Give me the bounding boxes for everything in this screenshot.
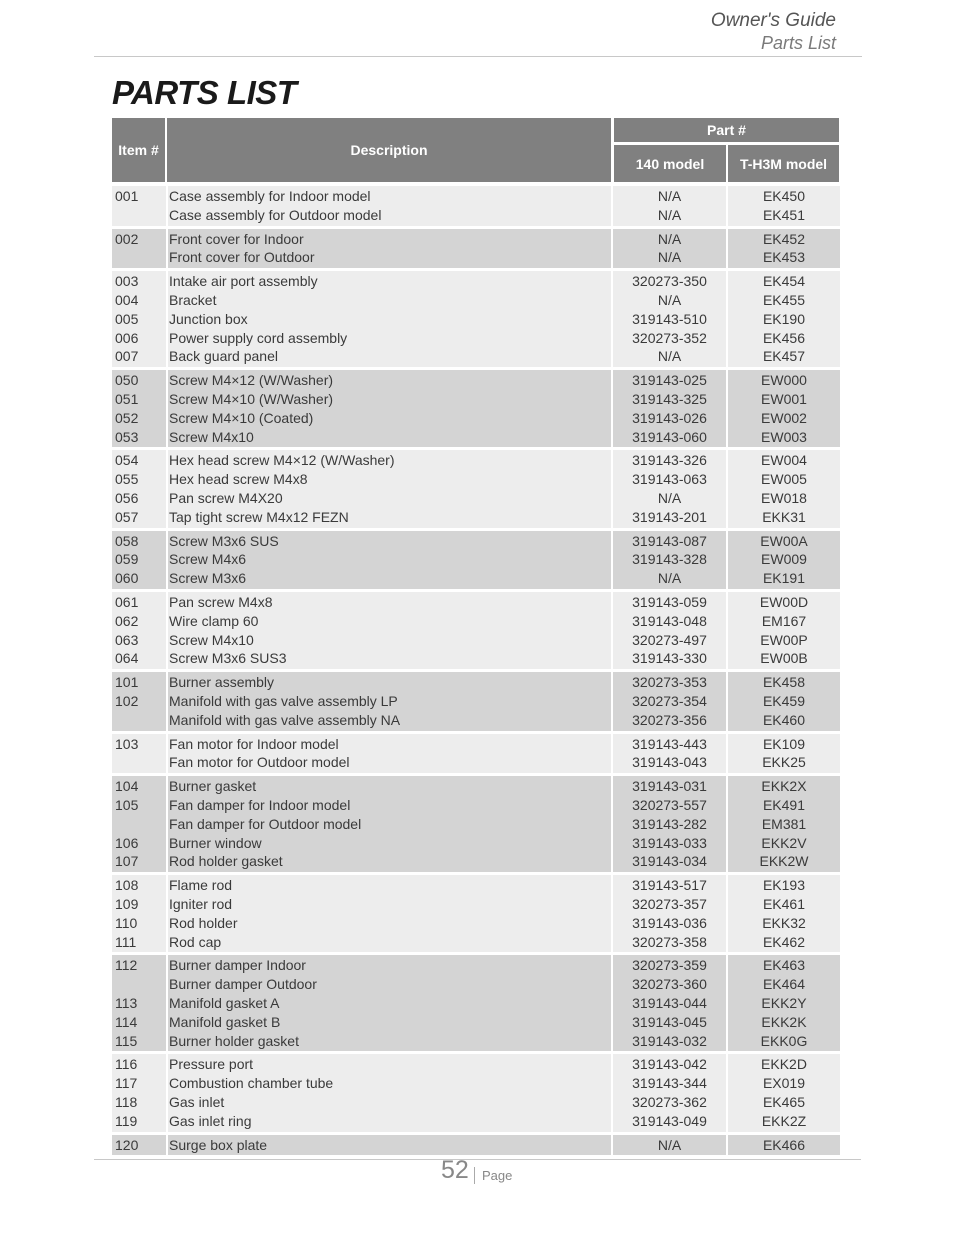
item-number-cell: 005 xyxy=(115,310,139,327)
model-140-part-cell: 319143-326 xyxy=(632,452,707,469)
page-label: Page xyxy=(482,1168,513,1183)
item-number-cell: 114 xyxy=(115,1013,138,1030)
model-th3m-part-cell: EKK32 xyxy=(762,914,806,931)
model-th3m-part-cell: EW00D xyxy=(759,594,809,610)
table-row xyxy=(112,956,840,975)
row-group xyxy=(112,271,840,367)
page-number: 52 xyxy=(441,1156,469,1184)
model-th3m-part-cell: EK458 xyxy=(762,674,806,691)
model-140-part-cell: 319143-325 xyxy=(632,390,707,407)
model-th3m-part-cell: EK463 xyxy=(762,957,806,974)
model-th3m-part-cell: EW002 xyxy=(761,409,807,426)
model-140-part-cell: 319143-048 xyxy=(632,612,707,629)
description-cell: Manifold gasket B xyxy=(169,1013,281,1030)
description-cell: Back guard panel xyxy=(169,348,278,365)
table-row xyxy=(112,470,840,489)
description-cell: Gas inlet xyxy=(169,1093,225,1110)
table-row xyxy=(112,895,840,914)
row-group xyxy=(112,1054,840,1131)
model-th3m-part-cell: EW00A xyxy=(760,532,808,549)
item-number-cell: 102 xyxy=(115,692,139,709)
row-group xyxy=(112,450,840,527)
description-cell: Power supply cord assembly xyxy=(169,329,348,346)
model-th3m-part-cell: EK451 xyxy=(762,206,806,223)
description-cell: Fan damper for Indoor model xyxy=(169,796,351,813)
item-number-cell: 115 xyxy=(115,1032,138,1049)
item-number-cell: 053 xyxy=(115,428,139,445)
description-cell: Igniter rod xyxy=(169,895,233,912)
model-th3m-part-cell: EK457 xyxy=(762,348,806,365)
model-th3m-part-cell: EK454 xyxy=(762,273,806,290)
description-cell: Rod cap xyxy=(169,933,222,950)
model-th3m-part-cell: EW001 xyxy=(761,390,807,407)
model-140-part-cell: 319143-282 xyxy=(632,815,707,832)
model-th3m-part-cell: EX019 xyxy=(762,1075,806,1092)
model-140-part-cell: 319143-033 xyxy=(632,834,707,851)
model-th3m-part-cell: EW004 xyxy=(761,452,807,469)
description-cell: Screw M3x6 SUS3 xyxy=(169,650,287,667)
description-cell: Screw M4x10 xyxy=(169,631,254,648)
table-row xyxy=(112,933,840,952)
model-th3m-part-cell: EW009 xyxy=(761,551,807,568)
model-th3m-part-cell: EK193 xyxy=(762,877,806,894)
table-row xyxy=(112,834,840,853)
model-140-part-cell: 319143-201 xyxy=(632,508,707,525)
model-th3m-part-cell: EW018 xyxy=(761,489,807,506)
row-group xyxy=(112,186,840,226)
table-row xyxy=(112,230,840,249)
table-row xyxy=(112,291,840,310)
part-number-group-header: Part # xyxy=(614,118,839,142)
item-number-cell: 004 xyxy=(115,291,139,308)
model-th3m-part-cell: EKK0G xyxy=(760,1032,808,1049)
item-number-cell: 119 xyxy=(115,1112,138,1129)
model-140-part-cell: 319143-087 xyxy=(632,532,707,549)
model-140-part-cell: 319143-049 xyxy=(632,1112,707,1129)
table-row xyxy=(112,593,840,612)
description-cell: Hex head screw M4x8 xyxy=(169,471,308,488)
description-cell: Junction box xyxy=(169,310,248,327)
table-row xyxy=(112,649,840,668)
row-group xyxy=(112,531,840,589)
model-th3m-part-cell: EK464 xyxy=(762,976,806,993)
model-140-part-cell: N/A xyxy=(657,230,682,247)
item-number-cell: 059 xyxy=(115,551,139,568)
running-header-title: Owner's Guide xyxy=(710,10,836,31)
description-cell: Flame rod xyxy=(169,877,233,894)
item-number-cell: 060 xyxy=(115,570,139,587)
table-row xyxy=(112,975,840,994)
item-number-cell: 108 xyxy=(115,877,139,894)
model-140-part-cell: 320273-356 xyxy=(632,711,707,728)
model-140-part-cell: 319143-344 xyxy=(632,1075,707,1092)
row-group xyxy=(112,370,840,447)
header-rule xyxy=(94,56,862,57)
item-number-cell: 110 xyxy=(115,914,138,931)
description-cell: Screw M4×12 (W/Washer) xyxy=(169,372,334,389)
item-number-cell: 001 xyxy=(115,188,139,204)
model-140-part-cell: 319143-517 xyxy=(632,877,707,894)
description-cell: Front cover for Outdoor xyxy=(169,249,315,266)
table-row xyxy=(112,532,840,551)
table-row xyxy=(112,753,840,772)
item-number-cell: 118 xyxy=(115,1093,138,1110)
table-row xyxy=(112,569,840,588)
table-row xyxy=(112,692,840,711)
table-row xyxy=(112,876,840,895)
model-140-part-cell: 320273-353 xyxy=(632,674,707,691)
description-cell: Burner gasket xyxy=(169,778,257,795)
item-number-cell: 007 xyxy=(115,348,139,365)
item-number-cell: 064 xyxy=(115,650,139,667)
model-140-part-cell: 319143-059 xyxy=(632,594,707,610)
item-number-cell: 055 xyxy=(115,471,139,488)
description-cell: Fan motor for Indoor model xyxy=(169,735,339,752)
model-th3m-part-cell: EKK2Z xyxy=(761,1112,807,1129)
model-140-part-cell: 319143-042 xyxy=(632,1056,707,1073)
model-140-part-cell: 319143-026 xyxy=(632,409,707,426)
model-140-part-cell: 320273-360 xyxy=(632,976,707,993)
model-th3m-part-cell: EK452 xyxy=(762,230,806,247)
item-number-cell: 104 xyxy=(115,778,139,795)
description-cell: Intake air port assembly xyxy=(169,273,318,290)
item-number-cell: 116 xyxy=(115,1056,138,1073)
table-row xyxy=(112,451,840,470)
row-group xyxy=(112,592,840,669)
item-number-cell: 057 xyxy=(115,508,139,525)
table-row xyxy=(112,206,840,225)
model-th3m-part-cell: EK461 xyxy=(762,895,806,912)
description-cell: Case assembly for Outdoor model xyxy=(169,206,382,223)
item-number-cell: 062 xyxy=(115,612,139,629)
item-number-cell: 056 xyxy=(115,489,139,506)
model-th3m-part-cell: EKK2Y xyxy=(761,994,807,1011)
table-row xyxy=(112,310,840,329)
model-th3m-part-cell: EK109 xyxy=(762,735,806,752)
model-th3m-part-cell: EM381 xyxy=(761,815,807,832)
model-th3m-part-cell: EKK2K xyxy=(761,1013,807,1030)
running-header-section: Parts List xyxy=(760,33,836,53)
model-th3m-part-cell: EKK31 xyxy=(762,508,806,525)
item-number-cell: 006 xyxy=(115,329,139,346)
model-th3m-part-cell: EKK2D xyxy=(761,1056,807,1073)
item-number-cell: 107 xyxy=(115,853,139,870)
table-row xyxy=(112,796,840,815)
model-140-part-cell: 319143-032 xyxy=(632,1032,707,1049)
model-140-part-cell: 320273-358 xyxy=(632,933,707,950)
model-140-part-cell: 319143-044 xyxy=(632,994,707,1011)
model-th3m-part-cell: EK191 xyxy=(762,570,806,587)
item-column-header: Item # xyxy=(112,118,165,182)
item-number-cell: 002 xyxy=(115,230,139,247)
row-group xyxy=(112,875,840,952)
table-row xyxy=(112,994,840,1013)
model-140-part-cell: N/A xyxy=(657,291,682,308)
model-140-part-cell: N/A xyxy=(657,489,682,506)
description-cell: Front cover for Indoor xyxy=(169,230,304,247)
model-140-part-cell: 319143-330 xyxy=(632,650,707,667)
model-th3m-part-cell: EK465 xyxy=(762,1093,806,1110)
model-th3m-part-cell: EW00B xyxy=(760,650,808,667)
model-th3m-part-cell: EW00P xyxy=(760,631,808,648)
description-cell: Burner damper Indoor xyxy=(169,957,306,974)
description-cell: Screw M4x10 xyxy=(169,428,254,445)
page-title: PARTS LIST xyxy=(112,74,297,111)
model-140-part-cell: 319143-025 xyxy=(632,372,707,389)
item-number-cell: 117 xyxy=(115,1075,138,1092)
table-row xyxy=(112,735,840,754)
description-cell: Burner window xyxy=(169,834,262,851)
model-140-part-cell: 319143-045 xyxy=(632,1013,707,1030)
table-row xyxy=(112,711,840,730)
table-row xyxy=(112,1093,840,1112)
model-th3m-part-cell: EM167 xyxy=(761,612,807,629)
model-th3m-part-cell: EW000 xyxy=(761,372,807,389)
table-row xyxy=(112,1032,840,1051)
footer-rule xyxy=(94,1159,861,1160)
model-140-part-cell: 320273-352 xyxy=(632,329,707,346)
item-number-cell: 052 xyxy=(115,409,139,426)
model-th3m-part-cell: EKK2V xyxy=(761,834,807,851)
model-th3m-part-cell: EKK25 xyxy=(762,754,806,771)
item-number-cell: 050 xyxy=(115,372,139,389)
table-row xyxy=(112,428,840,447)
model-th3m-column-header: T-H3M model xyxy=(728,145,839,182)
description-cell: Pan screw M4x8 xyxy=(169,594,273,610)
table-row xyxy=(112,1074,840,1093)
item-number-cell: 063 xyxy=(115,631,139,648)
model-140-part-cell: 319143-036 xyxy=(632,914,707,931)
model-th3m-part-cell: EK459 xyxy=(762,692,806,709)
description-cell: Case assembly for Indoor model xyxy=(169,188,371,204)
description-cell: Rod holder gasket xyxy=(169,853,283,870)
model-th3m-part-cell: EKK2X xyxy=(761,778,807,795)
item-number-cell: 120 xyxy=(115,1136,139,1153)
table-row xyxy=(112,1136,840,1155)
table-row xyxy=(112,272,840,291)
model-th3m-part-cell: EK460 xyxy=(762,711,806,728)
description-cell: Screw M3x6 xyxy=(169,570,247,587)
description-cell: Gas inlet ring xyxy=(169,1112,252,1129)
model-140-part-cell: 320273-362 xyxy=(632,1093,707,1110)
table-row xyxy=(112,852,840,871)
description-cell: Manifold with gas valve assembly NA xyxy=(169,711,401,728)
description-cell: Bracket xyxy=(169,291,217,308)
model-140-part-cell: 319143-063 xyxy=(632,471,707,488)
model-th3m-part-cell: EK190 xyxy=(762,310,806,327)
description-cell: Burner assembly xyxy=(169,674,275,691)
description-cell: Manifold with gas valve assembly LP xyxy=(169,692,398,709)
row-group xyxy=(112,672,840,730)
item-number-cell: 111 xyxy=(115,933,137,950)
model-140-part-cell: 320273-357 xyxy=(632,895,707,912)
table-row xyxy=(112,550,840,569)
item-number-cell: 103 xyxy=(115,735,139,752)
item-number-cell: 101 xyxy=(115,674,139,691)
row-group xyxy=(112,734,840,774)
row-group xyxy=(112,955,840,1051)
table-row xyxy=(112,777,840,796)
page-number-divider xyxy=(474,1167,475,1184)
description-cell: Rod holder xyxy=(169,914,238,931)
model-140-part-cell: 319143-443 xyxy=(632,735,707,752)
description-cell: Wire clamp 60 xyxy=(169,612,259,629)
table-row xyxy=(112,508,840,527)
table-row xyxy=(112,409,840,428)
description-cell: Manifold gasket A xyxy=(169,994,280,1011)
table-row xyxy=(112,1013,840,1032)
model-140-part-cell: 319143-328 xyxy=(632,551,707,568)
description-cell: Pan screw M4X20 xyxy=(169,489,283,506)
item-number-cell: 106 xyxy=(115,834,139,851)
item-number-cell: 109 xyxy=(115,895,139,912)
model-th3m-part-cell: EK456 xyxy=(762,329,806,346)
item-number-cell: 058 xyxy=(115,532,139,549)
description-cell: Fan damper for Outdoor model xyxy=(169,815,362,832)
model-th3m-part-cell: EK455 xyxy=(762,291,806,308)
model-140-part-cell: N/A xyxy=(657,570,682,587)
model-th3m-part-cell: EK491 xyxy=(762,796,806,813)
model-140-part-cell: 320273-557 xyxy=(632,796,707,813)
model-th3m-part-cell: EKK2W xyxy=(759,853,809,870)
description-cell: Screw M4x6 xyxy=(169,551,247,568)
description-cell: Combustion chamber tube xyxy=(169,1075,334,1092)
model-140-part-cell: 320273-350 xyxy=(632,273,707,290)
description-cell: Hex head screw M4×12 (W/Washer) xyxy=(169,452,395,469)
table-row xyxy=(112,248,840,267)
item-number-cell: 061 xyxy=(115,594,139,610)
description-cell: Screw M3x6 SUS xyxy=(169,532,279,549)
item-number-cell: 113 xyxy=(115,994,138,1011)
table-row xyxy=(112,390,840,409)
table-row xyxy=(112,673,840,692)
table-row xyxy=(112,371,840,390)
description-cell: Screw M4×10 (Coated) xyxy=(169,409,314,426)
model-140-part-cell: 319143-031 xyxy=(632,778,707,795)
model-140-part-cell: N/A xyxy=(657,249,682,266)
item-number-cell: 003 xyxy=(115,273,139,290)
description-column-header: Description xyxy=(167,118,611,182)
row-group xyxy=(112,229,840,269)
model-140-part-cell: N/A xyxy=(657,206,682,223)
model-140-part-cell: 319143-043 xyxy=(632,754,707,771)
table-row xyxy=(112,914,840,933)
description-cell: Burner damper Outdoor xyxy=(169,976,317,993)
description-cell: Screw M4×10 (W/Washer) xyxy=(169,390,334,407)
item-number-cell: 054 xyxy=(115,452,139,469)
item-number-cell: 112 xyxy=(115,957,138,974)
table-row xyxy=(112,1112,840,1131)
model-th3m-part-cell: EK453 xyxy=(762,249,806,266)
description-cell: Pressure port xyxy=(169,1056,254,1073)
model-140-column-header: 140 model xyxy=(614,145,726,182)
model-140-part-cell: 319143-060 xyxy=(632,428,707,445)
model-th3m-part-cell: EK466 xyxy=(762,1136,806,1153)
table-row xyxy=(112,1055,840,1074)
description-cell: Tap tight screw M4x12 FEZN xyxy=(169,508,349,525)
table-row xyxy=(112,329,840,348)
row-group xyxy=(112,776,840,872)
item-number-cell: 051 xyxy=(115,390,139,407)
description-cell: Fan motor for Outdoor model xyxy=(169,754,350,771)
model-140-part-cell: N/A xyxy=(657,348,682,365)
description-cell: Surge box plate xyxy=(169,1136,268,1153)
table-row xyxy=(112,612,840,631)
table-row xyxy=(112,489,840,508)
model-th3m-part-cell: EK450 xyxy=(762,188,806,204)
description-cell: Burner holder gasket xyxy=(169,1032,299,1049)
model-th3m-part-cell: EW005 xyxy=(761,471,807,488)
model-140-part-cell: 320273-359 xyxy=(632,957,707,974)
table-row xyxy=(112,187,840,206)
model-th3m-part-cell: EK462 xyxy=(762,933,806,950)
model-140-part-cell: 319143-510 xyxy=(632,310,707,327)
model-140-part-cell: 319143-034 xyxy=(632,853,707,870)
model-140-part-cell: 320273-354 xyxy=(632,692,707,709)
model-140-part-cell: 320273-497 xyxy=(632,631,707,648)
table-row xyxy=(112,815,840,834)
item-number-cell: 105 xyxy=(115,796,139,813)
table-row xyxy=(112,631,840,650)
model-th3m-part-cell: EW003 xyxy=(761,428,807,445)
row-group xyxy=(112,1135,840,1156)
model-140-part-cell: N/A xyxy=(657,1136,682,1153)
model-140-part-cell: N/A xyxy=(657,188,682,204)
table-row xyxy=(112,347,840,366)
